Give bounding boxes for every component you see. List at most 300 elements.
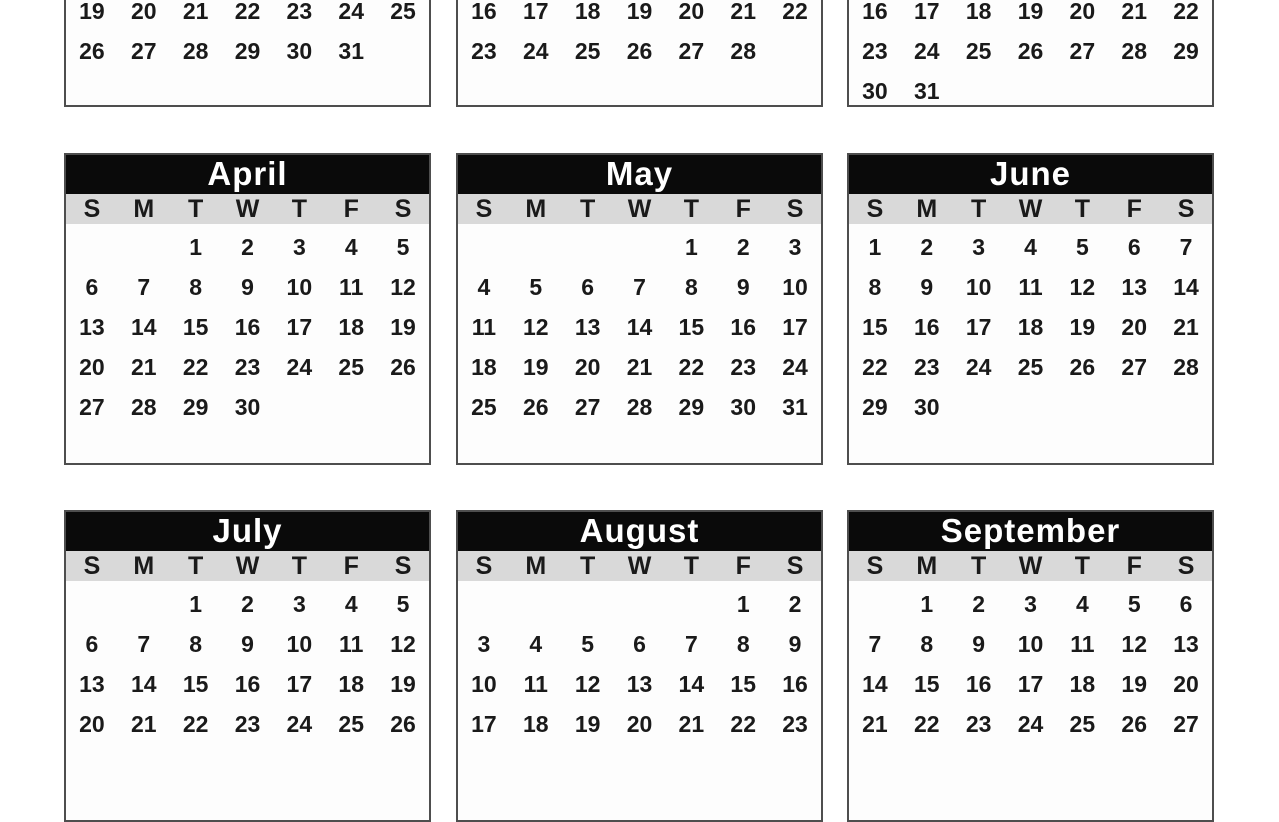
empty-date-cell — [273, 387, 325, 427]
date-cell: 22 — [782, 0, 808, 24]
date-cell: 1 — [736, 591, 750, 617]
empty-date-cell — [325, 427, 377, 465]
date-cell: 8 — [684, 274, 698, 300]
date-cell: 7 — [684, 631, 698, 657]
empty-date-cell — [377, 427, 429, 465]
date-cell: 24 — [913, 38, 940, 64]
date-cell: 10 — [286, 631, 313, 657]
empty-date-cell — [562, 427, 614, 465]
weekday-label: S — [1177, 552, 1195, 580]
empty-date-cell — [562, 584, 614, 624]
date-cell: 24 — [782, 354, 808, 380]
date-cell: 15 — [182, 314, 209, 340]
date-cell: 23 — [862, 38, 888, 64]
date-cell: 25 — [471, 394, 497, 420]
weekday-label: T — [579, 552, 596, 580]
empty-date-cell — [325, 71, 377, 107]
date-cell: 26 — [1017, 38, 1044, 64]
empty-date-cell — [118, 71, 170, 107]
date-grid — [458, 224, 821, 465]
date-cell: 31 — [338, 38, 364, 64]
date-cell: 21 — [1121, 0, 1147, 24]
date-cell: 21 — [678, 711, 705, 737]
weekday-label: T — [970, 552, 987, 580]
weekday-label: S — [394, 552, 412, 580]
date-cell: 21 — [182, 0, 209, 24]
month-title: September — [849, 512, 1212, 551]
date-cell: 29 — [862, 394, 888, 420]
date-cell: 12 — [390, 274, 416, 300]
date-cell: 2 — [788, 591, 802, 617]
date-cell: 20 — [1121, 314, 1147, 340]
date-cell: 28 — [1173, 354, 1199, 380]
empty-date-cell — [510, 227, 562, 267]
empty-date-cell — [1056, 71, 1108, 107]
date-cell: 18 — [1017, 314, 1044, 340]
month-title: August — [458, 512, 821, 551]
date-cell: 28 — [626, 394, 653, 420]
date-cell: 17 — [913, 0, 940, 24]
empty-date-cell — [1005, 427, 1057, 465]
empty-date-cell — [377, 31, 429, 71]
weekday-label: W — [235, 552, 260, 580]
weekday-label: S — [394, 195, 412, 223]
date-cell: 5 — [1127, 591, 1141, 617]
date-cell: 10 — [1017, 631, 1044, 657]
empty-date-cell — [458, 227, 510, 267]
date-cell: 29 — [234, 38, 261, 64]
date-cell: 17 — [965, 314, 992, 340]
empty-date-cell — [717, 427, 769, 465]
date-cell: 30 — [286, 38, 313, 64]
empty-date-cell — [510, 427, 562, 465]
weekday-label: S — [475, 195, 493, 223]
empty-date-cell — [377, 387, 429, 427]
weekday-label: M — [916, 195, 938, 223]
date-cell: 24 — [522, 38, 549, 64]
empty-date-cell — [377, 71, 429, 107]
weekday-label: W — [627, 552, 652, 580]
date-cell: 25 — [338, 711, 364, 737]
date-cell: 26 — [522, 394, 549, 420]
date-cell: 28 — [130, 394, 157, 420]
empty-date-cell — [717, 71, 769, 107]
empty-date-cell — [1056, 387, 1108, 427]
weekday-label: F — [343, 195, 359, 223]
weekday-header-row — [66, 551, 429, 581]
date-cell: 22 — [234, 0, 261, 24]
date-grid — [66, 224, 429, 465]
date-cell: 2 — [920, 234, 934, 260]
date-cell: 20 — [1069, 0, 1096, 24]
weekday-label: T — [291, 552, 307, 580]
date-cell: 12 — [574, 671, 601, 697]
date-cell: 20 — [574, 354, 601, 380]
date-cell: 14 — [678, 671, 705, 697]
date-cell: 16 — [730, 314, 756, 340]
date-cell: 23 — [471, 38, 497, 64]
date-cell: 9 — [788, 631, 802, 657]
empty-date-cell — [953, 71, 1005, 107]
empty-date-cell — [665, 584, 717, 624]
date-cell: 5 — [581, 631, 595, 657]
date-cell: 3 — [292, 591, 306, 617]
date-cell: 16 — [234, 671, 261, 697]
empty-date-cell — [901, 427, 953, 465]
weekday-label: T — [579, 195, 596, 223]
month-calendar-june — [847, 153, 1214, 465]
date-cell: 14 — [1173, 274, 1199, 300]
date-cell: 20 — [1173, 671, 1199, 697]
date-cell: 8 — [868, 274, 882, 300]
date-cell: 20 — [626, 711, 653, 737]
date-cell: 6 — [85, 274, 99, 300]
date-cell: 18 — [574, 0, 601, 24]
date-cell: 19 — [1017, 0, 1044, 24]
date-cell: 23 — [234, 354, 261, 380]
weekday-label: S — [1177, 195, 1195, 223]
date-cell: 20 — [79, 711, 105, 737]
date-cell: 17 — [782, 314, 808, 340]
date-cell: 27 — [678, 38, 705, 64]
weekday-label: S — [786, 552, 804, 580]
date-cell: 6 — [1127, 234, 1141, 260]
weekday-label: T — [187, 195, 204, 223]
date-cell: 2 — [241, 234, 254, 260]
weekday-label: T — [1074, 195, 1090, 223]
date-cell: 19 — [390, 314, 416, 340]
month-calendar-partial-2 — [456, 0, 823, 107]
date-cell: 6 — [85, 631, 99, 657]
date-cell: 12 — [1121, 631, 1147, 657]
date-cell: 2 — [736, 234, 750, 260]
weekday-header-row — [66, 194, 429, 224]
weekday-label: M — [133, 552, 155, 580]
date-cell: 19 — [522, 354, 549, 380]
weekday-label: W — [1018, 195, 1043, 223]
date-cell: 21 — [626, 354, 653, 380]
date-cell: 9 — [920, 274, 934, 300]
date-cell: 22 — [862, 354, 888, 380]
empty-date-cell — [118, 427, 170, 465]
date-grid — [66, 0, 429, 107]
weekday-header-row — [849, 194, 1212, 224]
date-cell: 12 — [1069, 274, 1096, 300]
date-cell: 17 — [286, 671, 313, 697]
date-cell: 25 — [965, 38, 992, 64]
date-cell: 10 — [965, 274, 992, 300]
date-cell: 1 — [189, 234, 203, 260]
date-cell: 22 — [678, 354, 705, 380]
date-cell: 13 — [574, 314, 601, 340]
empty-date-cell — [458, 584, 510, 624]
date-cell: 26 — [1121, 711, 1147, 737]
date-cell: 28 — [730, 38, 756, 64]
date-cell: 23 — [965, 711, 992, 737]
date-cell: 24 — [286, 711, 313, 737]
date-cell: 2 — [972, 591, 986, 617]
date-cell: 24 — [1017, 711, 1044, 737]
date-cell: 10 — [782, 274, 808, 300]
date-cell: 1 — [189, 591, 203, 617]
date-cell: 4 — [477, 274, 491, 300]
weekday-label: S — [866, 195, 884, 223]
date-cell: 10 — [286, 274, 313, 300]
date-cell: 27 — [574, 394, 601, 420]
weekday-label: T — [291, 195, 307, 223]
date-cell: 13 — [79, 314, 105, 340]
date-cell: 15 — [862, 314, 888, 340]
weekday-label: S — [83, 552, 101, 580]
empty-date-cell — [562, 71, 614, 107]
empty-date-cell — [273, 71, 325, 107]
date-cell: 17 — [286, 314, 313, 340]
empty-date-cell — [170, 71, 222, 107]
date-cell: 26 — [79, 38, 105, 64]
empty-date-cell — [769, 427, 821, 465]
month-calendar-august — [456, 510, 823, 822]
date-cell: 2 — [241, 591, 254, 617]
date-cell: 8 — [736, 631, 750, 657]
date-cell: 25 — [1017, 354, 1044, 380]
date-cell: 19 — [1069, 314, 1096, 340]
empty-date-cell — [665, 427, 717, 465]
weekday-label: M — [916, 552, 938, 580]
empty-date-cell — [273, 427, 325, 465]
date-cell: 25 — [390, 0, 416, 24]
date-cell: 7 — [1179, 234, 1193, 260]
empty-date-cell — [953, 387, 1005, 427]
empty-date-cell — [222, 71, 274, 107]
date-cell: 30 — [730, 394, 756, 420]
date-cell: 22 — [913, 711, 940, 737]
weekday-header-row — [849, 551, 1212, 581]
date-cell: 26 — [390, 711, 416, 737]
month-title: May — [458, 155, 821, 194]
date-cell: 28 — [1121, 38, 1147, 64]
empty-date-cell — [849, 584, 901, 624]
weekday-label: F — [1126, 552, 1142, 580]
date-cell: 14 — [862, 671, 888, 697]
date-cell: 1 — [868, 234, 882, 260]
date-cell: 20 — [130, 0, 157, 24]
date-cell: 18 — [471, 354, 497, 380]
empty-date-cell — [458, 71, 510, 107]
date-cell: 13 — [1173, 631, 1199, 657]
empty-date-cell — [1108, 387, 1160, 427]
month-calendar-september — [847, 510, 1214, 822]
empty-date-cell — [1005, 387, 1057, 427]
month-calendar-partial-3 — [847, 0, 1214, 107]
date-cell: 7 — [868, 631, 882, 657]
weekday-label: T — [683, 195, 699, 223]
weekday-label: S — [83, 195, 101, 223]
date-cell: 12 — [522, 314, 549, 340]
empty-date-cell — [66, 71, 118, 107]
empty-date-cell — [325, 387, 377, 427]
date-cell: 23 — [286, 0, 313, 24]
weekday-label: T — [683, 552, 699, 580]
empty-date-cell — [118, 227, 170, 267]
date-cell: 30 — [862, 78, 888, 104]
month-title: April — [66, 155, 429, 194]
date-cell: 4 — [344, 591, 358, 617]
empty-date-cell — [1108, 71, 1160, 107]
date-cell: 18 — [522, 711, 549, 737]
date-cell: 27 — [79, 394, 105, 420]
date-cell: 15 — [678, 314, 705, 340]
date-cell: 22 — [182, 711, 209, 737]
date-cell: 22 — [182, 354, 209, 380]
date-cell: 23 — [913, 354, 940, 380]
date-cell: 3 — [1024, 591, 1037, 617]
date-cell: 24 — [286, 354, 313, 380]
date-cell: 31 — [782, 394, 808, 420]
weekday-label: F — [735, 552, 751, 580]
empty-date-cell — [458, 427, 510, 465]
date-cell: 25 — [574, 38, 601, 64]
weekday-label: M — [133, 195, 155, 223]
empty-date-cell — [1160, 387, 1212, 427]
empty-date-cell — [665, 71, 717, 107]
date-cell: 13 — [79, 671, 105, 697]
empty-date-cell — [1108, 427, 1160, 465]
empty-date-cell — [66, 427, 118, 465]
weekday-label: W — [235, 195, 260, 223]
empty-date-cell — [769, 71, 821, 107]
date-cell: 30 — [913, 394, 940, 420]
date-cell: 26 — [390, 354, 416, 380]
date-cell: 16 — [913, 314, 940, 340]
date-cell: 14 — [130, 671, 157, 697]
date-cell: 7 — [633, 274, 646, 300]
date-cell: 16 — [471, 0, 497, 24]
date-cell: 23 — [782, 711, 808, 737]
month-calendar-may — [456, 153, 823, 465]
date-cell: 14 — [626, 314, 653, 340]
empty-date-cell — [1056, 427, 1108, 465]
date-cell: 31 — [913, 78, 940, 104]
empty-date-cell — [614, 227, 666, 267]
date-cell: 26 — [1069, 354, 1096, 380]
date-cell: 11 — [339, 631, 364, 657]
date-cell: 17 — [471, 711, 497, 737]
empty-date-cell — [66, 227, 118, 267]
date-cell: 16 — [782, 671, 808, 697]
weekday-label: W — [627, 195, 652, 223]
date-cell: 19 — [79, 0, 105, 24]
date-cell: 29 — [182, 394, 209, 420]
date-cell: 1 — [684, 234, 698, 260]
date-cell: 23 — [730, 354, 756, 380]
date-cell: 22 — [1173, 0, 1199, 24]
date-cell: 21 — [130, 354, 157, 380]
date-cell: 16 — [234, 314, 261, 340]
date-cell: 11 — [523, 671, 548, 697]
date-cell: 4 — [1075, 591, 1089, 617]
date-cell: 12 — [390, 631, 416, 657]
date-grid — [849, 224, 1212, 465]
weekday-label: F — [1126, 195, 1142, 223]
date-cell: 17 — [522, 0, 549, 24]
date-cell: 4 — [529, 631, 543, 657]
date-cell: 4 — [1024, 234, 1037, 260]
date-cell: 8 — [189, 631, 203, 657]
month-title: July — [66, 512, 429, 551]
date-cell: 24 — [338, 0, 364, 24]
month-calendar-partial-1 — [64, 0, 431, 107]
empty-date-cell — [1160, 71, 1212, 107]
empty-date-cell — [953, 427, 1005, 465]
date-cell: 27 — [1173, 711, 1199, 737]
date-cell: 3 — [972, 234, 986, 260]
month-title: June — [849, 155, 1212, 194]
date-cell: 9 — [736, 274, 750, 300]
date-cell: 19 — [390, 671, 416, 697]
weekday-label: S — [786, 195, 804, 223]
date-cell: 15 — [913, 671, 940, 697]
date-cell: 5 — [529, 274, 543, 300]
date-cell: 22 — [730, 711, 756, 737]
date-cell: 21 — [130, 711, 157, 737]
empty-date-cell — [222, 427, 274, 465]
date-cell: 23 — [234, 711, 261, 737]
date-cell: 3 — [788, 234, 802, 260]
date-cell: 30 — [234, 394, 261, 420]
empty-date-cell — [769, 31, 821, 71]
empty-date-cell — [614, 71, 666, 107]
date-cell: 5 — [396, 234, 410, 260]
date-cell: 25 — [1069, 711, 1096, 737]
date-cell: 11 — [1070, 631, 1095, 657]
month-calendar-july — [64, 510, 431, 822]
date-cell: 21 — [730, 0, 756, 24]
date-cell: 11 — [1018, 274, 1043, 300]
date-cell: 19 — [574, 711, 601, 737]
date-cell: 21 — [862, 711, 888, 737]
empty-date-cell — [170, 427, 222, 465]
date-cell: 8 — [920, 631, 934, 657]
empty-date-cell — [510, 71, 562, 107]
date-cell: 9 — [972, 631, 986, 657]
date-cell: 6 — [581, 274, 595, 300]
weekday-label: F — [735, 195, 751, 223]
date-cell: 11 — [339, 274, 364, 300]
empty-date-cell — [1005, 71, 1057, 107]
date-cell: 8 — [189, 274, 203, 300]
date-cell: 15 — [730, 671, 756, 697]
date-cell: 13 — [626, 671, 653, 697]
date-cell: 7 — [137, 274, 151, 300]
date-cell: 21 — [1173, 314, 1199, 340]
date-cell: 29 — [1173, 38, 1199, 64]
date-cell: 27 — [1069, 38, 1096, 64]
weekday-header-row — [458, 551, 821, 581]
weekday-label: T — [970, 195, 987, 223]
date-grid — [849, 0, 1212, 107]
date-cell: 16 — [862, 0, 888, 24]
date-cell: 9 — [241, 631, 254, 657]
date-cell: 24 — [965, 354, 992, 380]
month-calendar-april — [64, 153, 431, 465]
date-cell: 11 — [471, 314, 497, 340]
weekday-label: T — [187, 552, 204, 580]
date-cell: 1 — [920, 591, 934, 617]
weekday-label: F — [343, 552, 359, 580]
date-cell: 4 — [344, 234, 358, 260]
empty-date-cell — [614, 427, 666, 465]
date-cell: 25 — [338, 354, 364, 380]
